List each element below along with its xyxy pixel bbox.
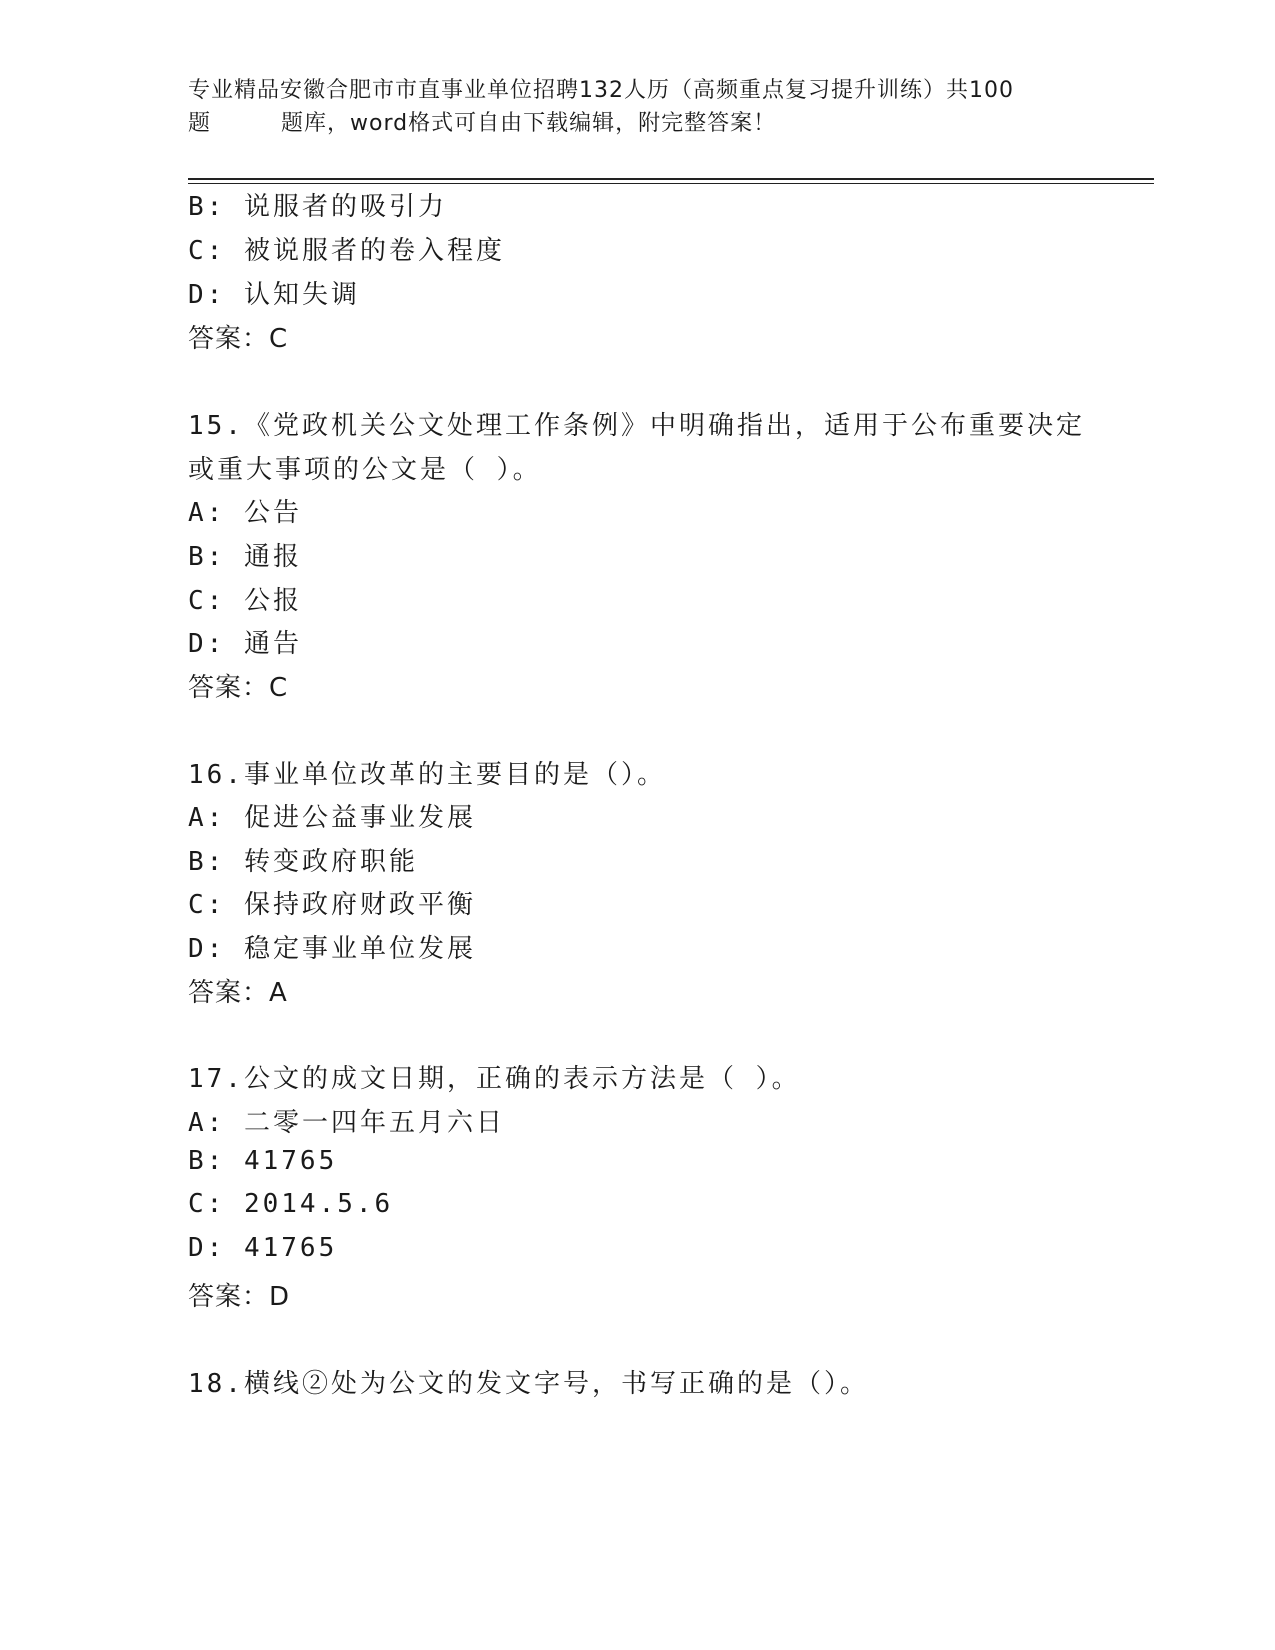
document-header (188, 74, 1088, 140)
header-title-line2-head: 题 (188, 111, 212, 136)
question-stem-continued: 或重大事项的公文是（ ）。 (188, 455, 542, 485)
answer-label: 答案：D (188, 1282, 291, 1312)
option-b: B: 转变政府职能 (188, 847, 418, 877)
option-d: D: 认知失调 (188, 280, 360, 310)
option-c: C: 被说服者的卷入程度 (188, 236, 505, 266)
option-c: C: 2014.5.6 (188, 1189, 394, 1219)
option-b: B: 通报 (188, 542, 302, 572)
answer-label: 答案：A (188, 978, 288, 1008)
question-stem: 16.事业单位改革的主要目的是（）。 (188, 760, 666, 790)
header-title-line1: 专业精品安徽合肥市市直事业单位招聘132人历（高频重点复习提升训练）共100 (188, 78, 1014, 103)
option-a: A: 促进公益事业发展 (188, 803, 476, 833)
header-divider-thin (188, 183, 1154, 184)
option-d: D: 41765 (188, 1233, 338, 1263)
option-d: D: 通告 (188, 629, 302, 659)
question-stem: 15.《党政机关公文处理工作条例》中明确指出，适用于公布重要决定 (188, 411, 1085, 441)
option-a: A: 公告 (188, 498, 302, 528)
option-c: C: 保持政府财政平衡 (188, 890, 476, 920)
answer-label: 答案：C (188, 673, 289, 703)
option-b: B: 41765 (188, 1146, 338, 1176)
question-stem: 17.公文的成文日期，正确的表示方法是（ ）。 (188, 1064, 801, 1094)
header-title-line2 (188, 107, 1088, 140)
option-c: C: 公报 (188, 586, 302, 616)
header-divider-thick (188, 178, 1154, 180)
header-title-line2-tail: 题库，word格式可自由下载编辑，附完整答案！ (281, 111, 777, 136)
answer-label: 答案：C (188, 324, 289, 354)
option-a: A: 二零一四年五月六日 (188, 1108, 505, 1138)
question-stem: 18.横线②处为公文的发文字号，书写正确的是（）。 (188, 1369, 869, 1399)
option-b: B: 说服者的吸引力 (188, 192, 447, 222)
option-d: D: 稳定事业单位发展 (188, 934, 476, 964)
